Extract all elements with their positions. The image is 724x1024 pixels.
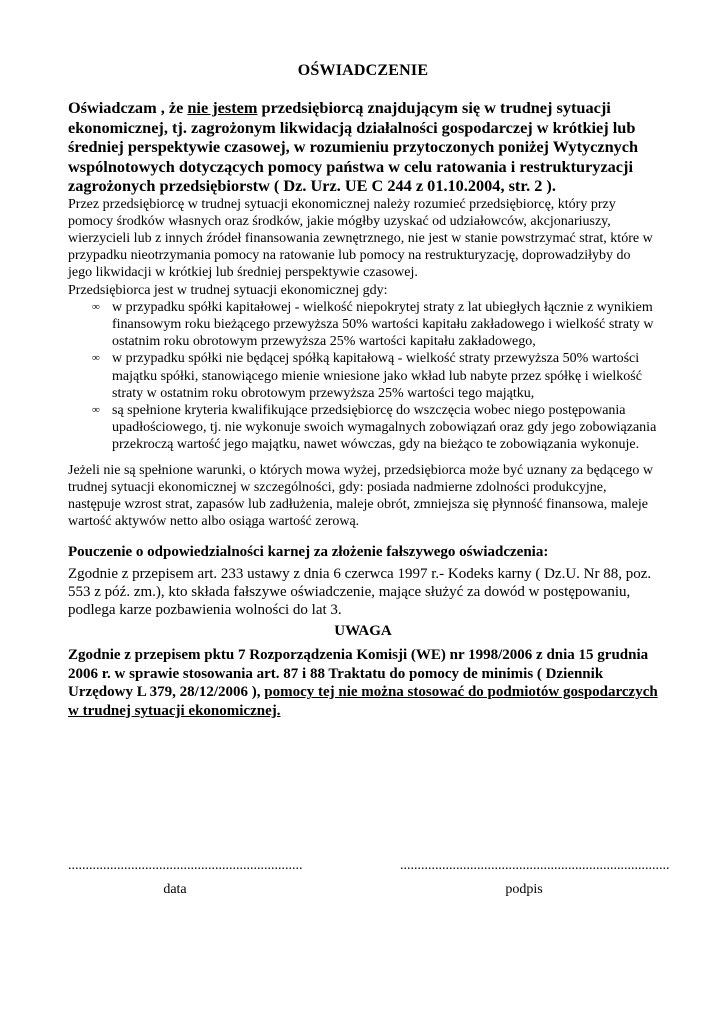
document-page <box>68 62 658 720</box>
condition-text: są spełnione kryteria kwalifikujące przedsiębiorcę do wszczęcia wobec niego postępowania upadłościowego, tj. nie wykonuje swoich wymagalnych zobowiązań oraz gdy jego zobowiązania przekroczą wartość jego majątku, nawet wówczas, gdy na bieżąco te zobowiązania wykonuje. <box>112 402 657 453</box>
declaration-statement <box>68 98 658 196</box>
condition-item <box>92 299 658 351</box>
condition-text: w przypadku spółki nie będącej spółką kapitałową - wielkość straty przewyższa 50% wartości majątku spółki, stanowiącego mienie wniesione jako wkład lub nabyte przez spółkę i wielkość straty w ostatnim roku obrotowym przewyższa 25% wartości tego majątku, <box>112 351 642 401</box>
regulation-emphasis: pomocy tej nie można stosować do podmiotów gospodarczych w trudnej sytuacji ekonomicznej. <box>68 684 658 719</box>
declaration-part2: przedsiębiorcą znajdującym się w trudnej sytuacji ekonomicznej, tj. zagrożonym likwidacją działalności gospodarczej w krótkiej lub średniej perspektywie czasowej, w rozumieniu przytoczonych poniżej Wytycznych wspólnotowych dotyczących pomocy państwa w celu ratowania i restrukturyzacji zagrożonych przedsiębiorstw ( Dz. Urz. UE C 244 z 01.10.2004, str. 2 ). <box>68 98 639 195</box>
condition-item <box>92 350 658 402</box>
date-line[interactable]: ................................................................... <box>68 858 303 873</box>
declaration-part1: Oświadczam , że <box>68 98 188 117</box>
liability-text: Zgodnie z przepisem art. 233 ustawy z dnia 6 czerwca 1997 r.- Kodeks karny ( Dz.U. Nr 88, poz. 553 z póź. zm.), kto składa fałszywe oświadczenie, mające służyć za dowód w postępowaniu, podlega karze pozbawienia wolności do lat 3. <box>68 566 652 619</box>
regulation-part1: Zgodnie z przepisem pktu 7 Rozporządzenia Komisji (WE) nr 1998/2006 z dnia 15 grudnia 2006 r. w sprawie stosowania art. 87 i 88 Traktatu do pomocy de minimis ( Dziennik Urzędowy L 379, 28/12/2006 ), <box>68 647 649 701</box>
conditions-list <box>68 299 658 454</box>
warning-title: UWAGA <box>334 623 392 640</box>
date-signature-block <box>68 858 303 898</box>
additional-conditions: Jeżeli nie są spełnione warunki, o których mowa wyżej, przedsiębiorca może być uznany za będącego w trudnej sytuacji ekonomicznej w szczególności, gdy: posiada nadmierne zdolności produkcyjne, następuje wzrost strat, zapasów lub zadłużenia, maleje obrót, zmniejsza się płynność finansowa, maleje wartość aktywów netto albo osiąga wartość zerową. <box>68 462 654 530</box>
conditions-intro: Przedsiębiorca jest w trudnej sytuacji ekonomicznej gdy: <box>68 282 388 298</box>
condition-text: w przypadku spółki kapitałowej - wielkość niepokrytej straty z lat ubiegłych łącznie z wynikiem finansowym roku bieżącego przewyższa 50% wartości kapitału zakładowego i wielkość straty w ostatnim roku obrotowym przewyższa 25% wartości kapitału zakładowego, <box>112 299 654 350</box>
infinity-bullet-icon: ∞ <box>92 403 100 416</box>
liability-heading: Pouczenie o odpowiedzialności karnej za złożenie fałszywego oświadczenia: <box>68 544 549 561</box>
signature-block <box>400 858 670 898</box>
signature-label: podpis <box>505 882 543 897</box>
infinity-bullet-icon: ∞ <box>92 300 100 313</box>
regulation-note <box>68 646 658 720</box>
document-title: OŚWIADCZENIE <box>297 62 429 79</box>
declaration-emphasis: nie jestem <box>187 98 258 117</box>
date-label: data <box>163 882 187 897</box>
condition-item <box>92 402 658 454</box>
signature-line[interactable]: ............................................................................. <box>400 858 670 873</box>
definition-paragraph: Przez przedsiębiorcę w trudnej sytuacji ekonomicznej należy rozumieć przedsiębiorcę, który przy pomocy środków własnych oraz środków, jakie mógłby uzyskać od udziałowców, akcjonariuszy, wierzycieli lub z innych źródeł finansowania zewnętrznego, nie jest w stanie powstrzymać strat, które w przypadku nieotrzymania pomocy na ratowanie lub pomocy na restrukturyzację, doprowadziłyby do jego likwidacji w krótkiej lub średniej perspektywie czasowej. <box>68 196 653 281</box>
infinity-bullet-icon: ∞ <box>92 352 100 365</box>
